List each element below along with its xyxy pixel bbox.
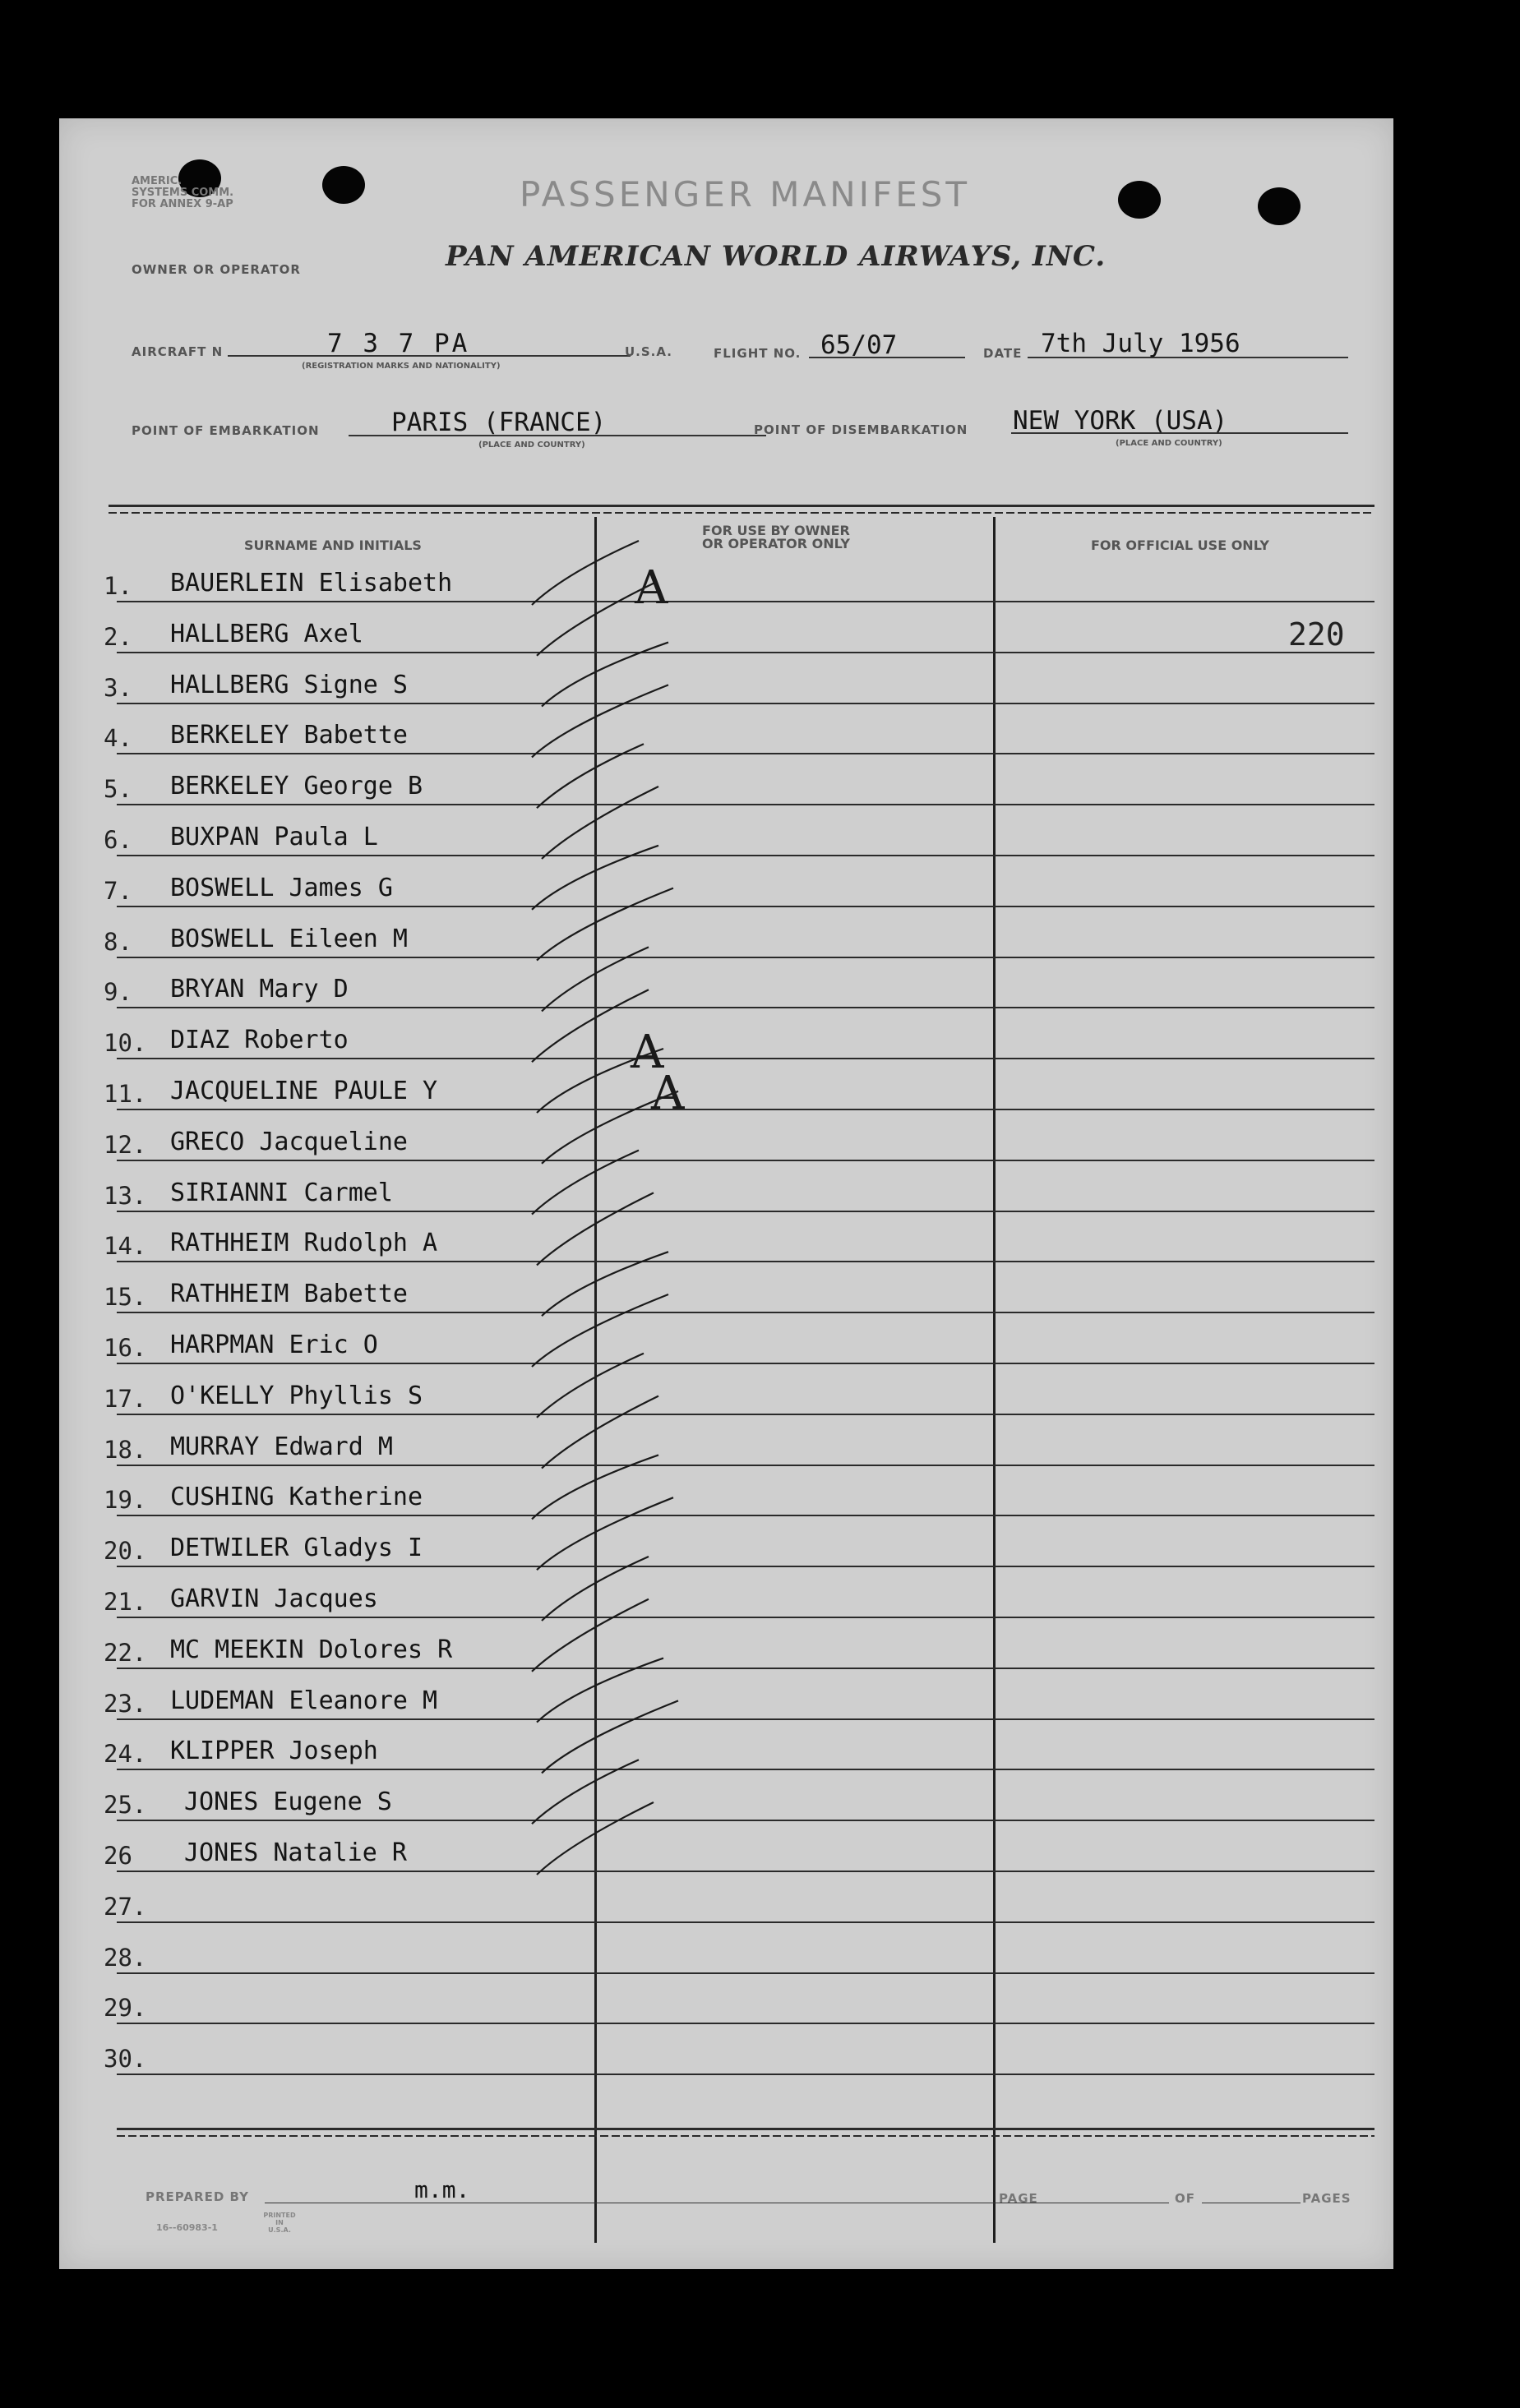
stamp-line-3: FOR ANNEX 9-AP (132, 198, 233, 210)
row-number: 7. (104, 876, 132, 905)
row-number: 20. (104, 1537, 147, 1566)
check-stroke (542, 1396, 658, 1469)
passenger-name: GARVIN Jacques (170, 1585, 378, 1613)
stamp-line-1: AMERIC. (132, 175, 182, 187)
row-number: 16. (104, 1334, 147, 1362)
passenger-name: BOSWELL Eileen M (170, 924, 408, 953)
check-stroke (532, 1294, 668, 1367)
row-number: 21. (104, 1588, 147, 1616)
aircraft-label: AIRCRAFT N (132, 344, 224, 359)
check-stroke (537, 888, 673, 961)
passenger-name: DIAZ Roberto (170, 1026, 349, 1055)
disembarkation-value: NEW YORK (USA) (1013, 406, 1228, 436)
passenger-name: MURRAY Edward M (170, 1432, 393, 1461)
print-stamp: PRINTED IN U.S.A. (263, 2212, 296, 2234)
check-stroke (537, 1802, 654, 1875)
page-label: PAGE (999, 2191, 1038, 2206)
passenger-name: BRYAN Mary D (170, 975, 349, 1004)
owner-value: PAN AMERICAN WORLD AIRWAYS, INC. (446, 240, 1107, 273)
check-stroke (532, 1455, 658, 1519)
check-stroke (542, 787, 658, 859)
passenger-name: LUDEMAN Eleanore M (170, 1686, 438, 1715)
check-stroke (537, 1192, 654, 1265)
passenger-name: CUSHING Katherine (170, 1483, 423, 1512)
passenger-name: BAUERLEIN Elisabeth (170, 569, 453, 597)
row-number: 2. (104, 622, 132, 651)
check-stroke (532, 541, 639, 605)
embarkation-label: POINT OF EMBARKATION (132, 423, 320, 438)
check-stroke (537, 1497, 673, 1570)
passenger-name: DETWILER Gladys I (170, 1534, 423, 1563)
passenger-name: RATHHEIM Babette (170, 1280, 408, 1309)
row-number: 23. (104, 1689, 147, 1718)
passenger-name: BERKELEY Babette (170, 721, 408, 750)
row-number: 30. (104, 2045, 147, 2074)
row-number: 22. (104, 1638, 147, 1667)
embarkation-sublabel: (PLACE AND COUNTRY) (478, 441, 585, 450)
passenger-name: KLIPPER Joseph (170, 1737, 378, 1766)
form-title: PASSENGER MANIFEST (520, 174, 971, 215)
check-stroke (537, 744, 644, 808)
aircraft-sublabel: (REGISTRATION MARKS AND NATIONALITY) (302, 362, 501, 371)
passenger-name: BUXPAN Paula L (170, 823, 378, 851)
passenger-name: JONES Natalie R (184, 1838, 407, 1867)
check-stroke (532, 685, 668, 757)
disembarkation-label: POINT OF DISEMBARKATION (754, 422, 968, 437)
col-official-header: FOR OFFICIAL USE ONLY (1091, 537, 1269, 553)
handwritten-a-mark: A (635, 561, 668, 615)
date-value: 7th July 1956 (1041, 329, 1240, 358)
owner-label: OWNER OR OPERATOR (132, 262, 301, 277)
passenger-name: RATHHEIM Rudolph A (170, 1229, 438, 1258)
passenger-name: BOSWELL James G (170, 873, 393, 902)
check-stroke (532, 846, 658, 910)
row-number: 27. (104, 1892, 147, 1921)
row-number: 6. (104, 826, 132, 854)
row-number: 17. (104, 1384, 147, 1413)
row-number: 19. (104, 1486, 147, 1515)
row-number: 24. (104, 1740, 147, 1769)
pages-label: PAGES (1302, 2191, 1351, 2206)
row-number: 13. (104, 1181, 147, 1210)
stamp-line-2: SYSTEMS COMM. (132, 187, 234, 199)
embarkation-value: PARIS (FRANCE) (391, 408, 607, 437)
passenger-name: JACQUELINE PAULE Y (170, 1077, 438, 1105)
handwritten-a-mark: A (651, 1067, 685, 1120)
row-number: 4. (104, 724, 132, 753)
row-number: 10. (104, 1029, 147, 1058)
handwritten-a-mark: A (631, 1026, 664, 1079)
check-stroke (542, 1557, 649, 1621)
manifest-page (59, 118, 1393, 2269)
row-number: 18. (104, 1435, 147, 1464)
check-stroke (537, 1354, 644, 1418)
usa-label: U.S.A. (625, 344, 672, 359)
check-stroke (532, 1151, 639, 1215)
passenger-name: HALLBERG Signe S (170, 670, 408, 699)
check-stroke (542, 1700, 678, 1773)
row-number: 12. (104, 1130, 147, 1159)
date-label: DATE (983, 346, 1023, 361)
passenger-name: JONES Eugene S (184, 1788, 392, 1817)
check-stroke (542, 1252, 668, 1316)
passenger-name: GRECO Jacqueline (170, 1127, 408, 1156)
row-number: 25. (104, 1791, 147, 1820)
row-number: 11. (104, 1080, 147, 1108)
of-label: OF (1175, 2191, 1195, 2206)
row-number: 5. (104, 775, 132, 804)
col-surname-header: SURNAME AND INITIALS (244, 537, 422, 553)
official-note-220: 220 (1288, 616, 1345, 653)
passenger-name: SIRIANNI Carmel (170, 1178, 393, 1207)
passenger-name: HALLBERG Axel (170, 619, 363, 648)
col-owner-header-line2: OR OPERATOR ONLY (702, 536, 850, 551)
row-number: 26 (104, 1842, 132, 1870)
handwritten-checkmarks (59, 118, 1393, 2269)
row-number: 14. (104, 1232, 147, 1261)
passenger-name: HARPMAN Eric O (170, 1331, 378, 1359)
check-stroke (542, 947, 649, 1011)
aircraft-value: 7 3 7 PA (327, 329, 470, 358)
print-code: 16--60983-1 (156, 2222, 218, 2233)
disembarkation-sublabel: (PLACE AND COUNTRY) (1116, 439, 1222, 448)
flight-value: 65/07 (820, 330, 898, 360)
check-stroke (542, 643, 668, 707)
row-number: 15. (104, 1283, 147, 1312)
row-number: 28. (104, 1943, 147, 1972)
row-number: 3. (104, 673, 132, 702)
row-number: 9. (104, 978, 132, 1007)
row-number: 29. (104, 1994, 147, 2023)
check-stroke (532, 1760, 639, 1824)
row-number: 1. (104, 572, 132, 600)
col-owner-header-line1: FOR USE BY OWNER (702, 523, 850, 538)
row-number: 8. (104, 927, 132, 956)
passenger-name: BERKELEY George B (170, 772, 423, 801)
prepared-by-label: PREPARED BY (146, 2189, 249, 2204)
passenger-name: MC MEEKIN Dolores R (170, 1635, 453, 1664)
check-stroke (537, 1658, 663, 1723)
flight-label: FLIGHT NO. (714, 346, 802, 361)
check-stroke (532, 1599, 649, 1672)
passenger-name: O'KELLY Phyllis S (170, 1381, 423, 1410)
prepared-by-value: m.m. (414, 2176, 470, 2203)
